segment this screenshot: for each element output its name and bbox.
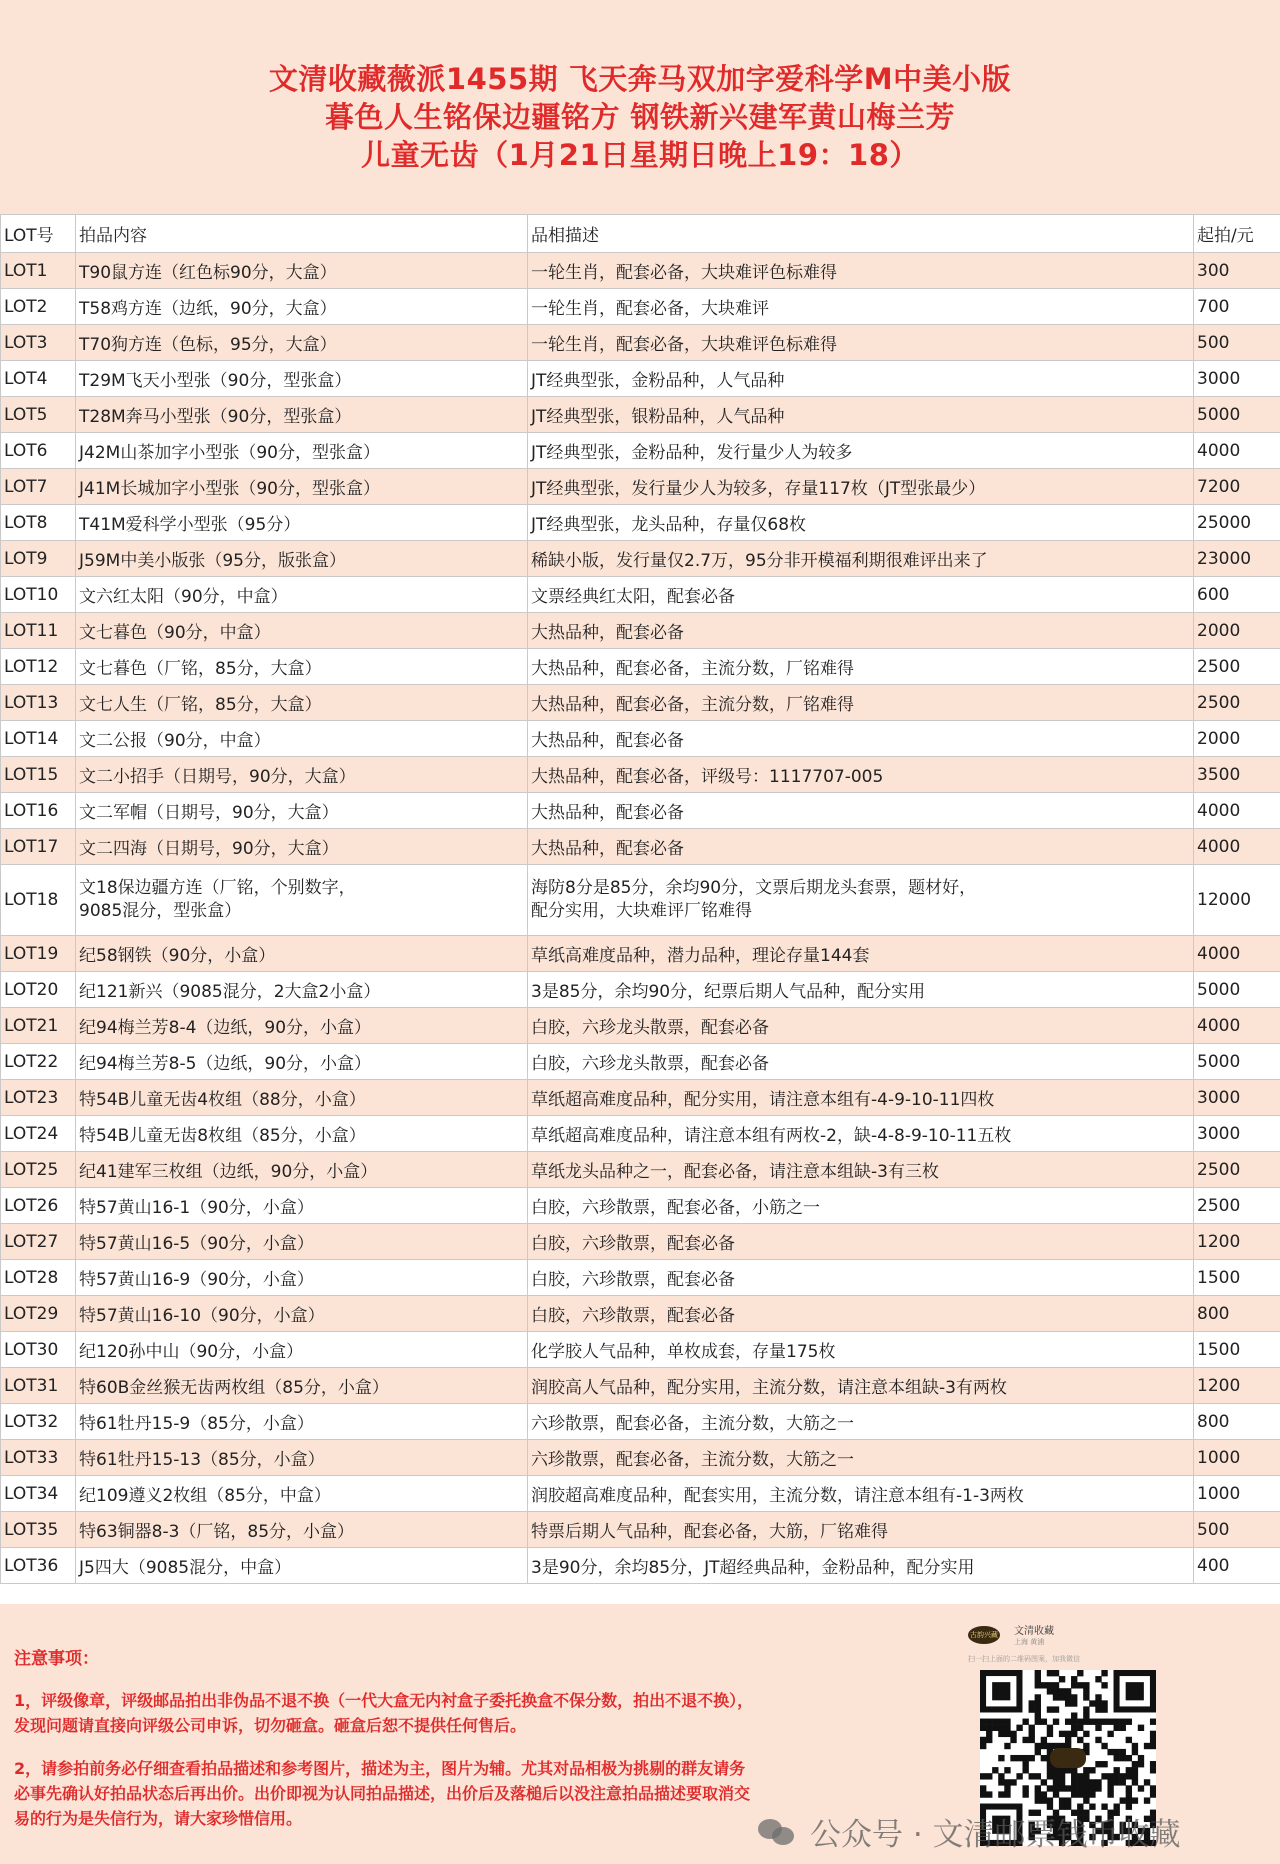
lot-item: 文六红太阳（90分，中盒） — [76, 577, 528, 613]
lot-item — [76, 865, 528, 936]
lot-number: LOT22 — [1, 1044, 76, 1080]
lot-number: LOT13 — [1, 685, 76, 721]
table-row — [1, 577, 1280, 613]
note-2: 2，请参拍前务必仔细查看拍品描述和参考图片，描述为主，图片为辅。尤其对品相极为挑剔的群友请务必事先确认好拍品状态后再出价。出价即视为认同拍品描述，出价后及落槌后以没注意拍品描述要取消交易的行为是失信行为，请大家珍惜信用。 — [14, 1759, 751, 1828]
table-row — [1, 1044, 1280, 1080]
lot-start-price: 1000 — [1194, 1440, 1280, 1476]
lot-number: LOT24 — [1, 1116, 76, 1152]
lot-description: 大热品种，配套必备 — [528, 721, 1194, 757]
lot-description: 草纸超高难度品种，配分实用，请注意本组有-4-9-10-11四枚 — [528, 1080, 1194, 1116]
lot-item: 文二小招手（日期号，90分，大盒） — [76, 757, 528, 793]
lot-item: 特61牡丹15-9（85分，小盒） — [76, 1404, 528, 1440]
table-row — [1, 972, 1280, 1008]
lot-number: LOT28 — [1, 1260, 76, 1296]
lot-start-price: 5000 — [1194, 397, 1280, 433]
table-row — [1, 469, 1280, 505]
table-row — [1, 325, 1280, 361]
lot-description: 白胶，六珍散票，配套必备 — [528, 1260, 1194, 1296]
lot-description: 大热品种，配套必备，主流分数，厂铭难得 — [528, 685, 1194, 721]
lot-start-price: 800 — [1194, 1296, 1280, 1332]
lot-number: LOT25 — [1, 1152, 76, 1188]
lot-start-price: 23000 — [1194, 541, 1280, 577]
lot-item: 纪121新兴（9085混分，2大盒2小盒） — [76, 972, 528, 1008]
lot-description: 白胶，六珍龙头散票，配套必备 — [528, 1044, 1194, 1080]
lot-start-price: 4000 — [1194, 829, 1280, 865]
lot-description: 草纸龙头品种之一，配套必备，请注意本组缺-3有三枚 — [528, 1152, 1194, 1188]
lot-start-price: 500 — [1194, 1512, 1280, 1548]
lot-table — [0, 214, 1280, 1584]
lot-item: J42M山茶加字小型张（90分，型张盒） — [76, 433, 528, 469]
table-row — [1, 253, 1280, 289]
table-row — [1, 1440, 1280, 1476]
lot-number: LOT6 — [1, 433, 76, 469]
lot-number: LOT16 — [1, 793, 76, 829]
lot-start-price: 4000 — [1194, 433, 1280, 469]
lot-description: 六珍散票，配套必备，主流分数，大筋之一 — [528, 1440, 1194, 1476]
table-row — [1, 865, 1280, 936]
title-line-2: 暮色人生铭保边疆铭方 钢铁新兴建军黄山梅兰芳 — [324, 100, 956, 134]
lot-start-price: 1500 — [1194, 1332, 1280, 1368]
lot-description-line: 配分实用，大块难评厂铭难得 — [531, 901, 752, 921]
header-price: 起拍/元 — [1194, 215, 1280, 253]
lot-start-price: 600 — [1194, 577, 1280, 613]
lot-item: 特57黄山16-1（90分，小盒） — [76, 1188, 528, 1224]
table-header-row — [1, 215, 1280, 253]
lot-start-price: 4000 — [1194, 1008, 1280, 1044]
lot-start-price: 3500 — [1194, 757, 1280, 793]
lot-description: 一轮生肖，配套必备，大块难评色标难得 — [528, 325, 1194, 361]
wechat-icon — [758, 1817, 796, 1847]
table-row — [1, 793, 1280, 829]
lot-description: 大热品种，配套必备 — [528, 793, 1194, 829]
lot-item: T29M飞天小型张（90分，型张盒） — [76, 361, 528, 397]
table-row — [1, 1404, 1280, 1440]
lot-description: 3是90分，余均85分，JT超经典品种，金粉品种，配分实用 — [528, 1548, 1194, 1584]
lot-item: 文七人生（厂铭，85分，大盒） — [76, 685, 528, 721]
lot-number: LOT20 — [1, 972, 76, 1008]
note-1: 1，评级像章，评级邮品拍出非伪品不退不换（一代大盒无内衬盒子委托换盒不保分数，拍出不退不换），发现问题请直接向评级公司申诉，切勿砸盒。砸盒后恕不提供任何售后。 — [14, 1691, 754, 1735]
lot-start-price: 25000 — [1194, 505, 1280, 541]
lot-description-line: 海防8分是85分，余均90分，文票后期龙头套票，题材好， — [531, 878, 977, 898]
lot-description: 大热品种，配套必备 — [528, 613, 1194, 649]
lot-number: LOT9 — [1, 541, 76, 577]
lot-number: LOT2 — [1, 289, 76, 325]
lot-number: LOT3 — [1, 325, 76, 361]
lot-start-price: 2500 — [1194, 649, 1280, 685]
table-row — [1, 936, 1280, 972]
lot-item: 特61牡丹15-13（85分，小盒） — [76, 1440, 528, 1476]
table-row — [1, 433, 1280, 469]
table-row — [1, 1188, 1280, 1224]
lot-item: 文七暮色（90分，中盒） — [76, 613, 528, 649]
lot-item: 纪58钢铁（90分，小盒） — [76, 936, 528, 972]
lot-description: JT经典型张，金粉品种，人气品种 — [528, 361, 1194, 397]
lot-number: LOT10 — [1, 577, 76, 613]
lot-item: 特54B儿童无齿8枚组（85分，小盒） — [76, 1116, 528, 1152]
lot-item: 纪120孙中山（90分，小盒） — [76, 1332, 528, 1368]
header-lot: LOT号 — [1, 215, 76, 253]
lot-description: 特票后期人气品种，配套必备，大筋，厂铭难得 — [528, 1512, 1194, 1548]
lot-item: 特57黄山16-5（90分，小盒） — [76, 1224, 528, 1260]
table-row — [1, 1224, 1280, 1260]
catalog-header — [0, 0, 1280, 214]
lot-start-price: 12000 — [1194, 865, 1280, 936]
table-row — [1, 1332, 1280, 1368]
table-row — [1, 1152, 1280, 1188]
lot-item: J41M长城加字小型张（90分，型张盒） — [76, 469, 528, 505]
notes-section — [0, 1604, 1280, 1864]
lot-rows — [1, 253, 1280, 1584]
lot-number: LOT11 — [1, 613, 76, 649]
lot-description: 大热品种，配套必备，主流分数，厂铭难得 — [528, 649, 1194, 685]
lot-number: LOT4 — [1, 361, 76, 397]
lot-number: LOT35 — [1, 1512, 76, 1548]
lot-item: T90鼠方连（红色标90分，大盒） — [76, 253, 528, 289]
lot-item: 纪94梅兰芳8-4（边纸，90分，小盒） — [76, 1008, 528, 1044]
lot-description: JT经典型张，金粉品种，发行量少人为较多 — [528, 433, 1194, 469]
lot-description: 草纸超高难度品种，请注意本组有两枚-2，缺-4-8-9-10-11五枚 — [528, 1116, 1194, 1152]
lot-description — [528, 865, 1194, 936]
lot-number: LOT36 — [1, 1548, 76, 1584]
lot-item: 特57黄山16-9（90分，小盒） — [76, 1260, 528, 1296]
lot-number: LOT15 — [1, 757, 76, 793]
lot-start-price: 5000 — [1194, 1044, 1280, 1080]
lot-number: LOT1 — [1, 253, 76, 289]
lot-description: 一轮生肖，配套必备，大块难评色标难得 — [528, 253, 1194, 289]
brand-card — [968, 1622, 1108, 1650]
lot-item: 纪109遵义2枚组（85分，中盒） — [76, 1476, 528, 1512]
table-row — [1, 1008, 1280, 1044]
lot-start-price: 400 — [1194, 1548, 1280, 1584]
lot-start-price: 2000 — [1194, 613, 1280, 649]
lot-start-price: 3000 — [1194, 1116, 1280, 1152]
lot-description: 3是85分，余均90分，纪票后期人气品种，配分实用 — [528, 972, 1194, 1008]
qr-tagline: 扫一扫上面的二维码图案，加我微信 — [968, 1655, 1080, 1663]
lot-start-price: 800 — [1194, 1404, 1280, 1440]
lot-description: 六珍散票，配套必备，主流分数，大筋之一 — [528, 1404, 1194, 1440]
watermark-text: 公众号 · 文清邮票钱币收藏 — [810, 1817, 1181, 1853]
lot-description: 一轮生肖，配套必备，大块难评 — [528, 289, 1194, 325]
table-row — [1, 613, 1280, 649]
lot-item: J5四大（9085混分，中盒） — [76, 1548, 528, 1584]
title-line-3: 儿童无齿（1月21日星期日晚上19：18） — [361, 138, 919, 172]
table-row — [1, 1368, 1280, 1404]
lot-start-price: 2500 — [1194, 685, 1280, 721]
header-desc: 品相描述 — [528, 215, 1194, 253]
lot-item-line: 9085混分，型张盒） — [79, 901, 242, 921]
brand-logo: 古韵兴藏 — [968, 1626, 1000, 1644]
brand-name: 文清收藏 — [1014, 1626, 1054, 1637]
lot-number: LOT29 — [1, 1296, 76, 1332]
table-row — [1, 1476, 1280, 1512]
lot-number: LOT27 — [1, 1224, 76, 1260]
table-row — [1, 505, 1280, 541]
lot-start-price: 1000 — [1194, 1476, 1280, 1512]
lot-item: 纪94梅兰芳8-5（边纸，90分，小盒） — [76, 1044, 528, 1080]
lot-item: 特57黄山16-10（90分，小盒） — [76, 1296, 528, 1332]
lot-item: 特60B金丝猴无齿两枚组（85分，小盒） — [76, 1368, 528, 1404]
table-row — [1, 757, 1280, 793]
lot-start-price: 3000 — [1194, 361, 1280, 397]
lot-description: 白胶，六珍散票，配套必备 — [528, 1224, 1194, 1260]
lot-item: 纪41建军三枚组（边纸，90分，小盒） — [76, 1152, 528, 1188]
table-row — [1, 1080, 1280, 1116]
header-item: 拍品内容 — [76, 215, 528, 253]
lot-item: 文二军帽（日期号，90分，大盒） — [76, 793, 528, 829]
lot-description: 润胶超高难度品种，配套实用，主流分数，请注意本组有-1-3两枚 — [528, 1476, 1194, 1512]
lot-number: LOT33 — [1, 1440, 76, 1476]
table-row — [1, 361, 1280, 397]
title-line-1: 文清收藏薇派1455期 飞天奔马双加字爱科学M中美小版 — [268, 62, 1012, 96]
lot-description: 草纸高难度品种，潜力品种，理论存量144套 — [528, 936, 1194, 972]
lot-number: LOT5 — [1, 397, 76, 433]
table-row — [1, 397, 1280, 433]
lot-start-price: 4000 — [1194, 936, 1280, 972]
table-row — [1, 685, 1280, 721]
lot-start-price: 700 — [1194, 289, 1280, 325]
table-row — [1, 289, 1280, 325]
lot-start-price: 4000 — [1194, 793, 1280, 829]
lot-item: 特54B儿童无齿4枚组（88分，小盒） — [76, 1080, 528, 1116]
table-row — [1, 1116, 1280, 1152]
table-row — [1, 829, 1280, 865]
lot-item: 文二四海（日期号，90分，大盒） — [76, 829, 528, 865]
lot-start-price: 5000 — [1194, 972, 1280, 1008]
lot-item: T58鸡方连（边纸，90分，大盒） — [76, 289, 528, 325]
lot-description: 白胶，六珍散票，配套必备，小筋之一 — [528, 1188, 1194, 1224]
lot-number: LOT8 — [1, 505, 76, 541]
brand-location: 上海 黄浦 — [1014, 1638, 1045, 1646]
lot-start-price: 2000 — [1194, 721, 1280, 757]
lot-description: JT经典型张，银粉品种，人气品种 — [528, 397, 1194, 433]
lot-start-price: 1500 — [1194, 1260, 1280, 1296]
lot-number: LOT32 — [1, 1404, 76, 1440]
lot-number: LOT17 — [1, 829, 76, 865]
lot-description: 化学胶人气品种，单枚成套，存量175枚 — [528, 1332, 1194, 1368]
lot-number: LOT7 — [1, 469, 76, 505]
notes-title: 注意事项： — [14, 1649, 99, 1669]
lot-item: 文二公报（90分，中盒） — [76, 721, 528, 757]
lot-number: LOT21 — [1, 1008, 76, 1044]
lot-start-price: 2500 — [1194, 1152, 1280, 1188]
lot-item: T41M爱科学小型张（95分） — [76, 505, 528, 541]
lot-description: 文票经典红太阳，配套必备 — [528, 577, 1194, 613]
lot-number: LOT23 — [1, 1080, 76, 1116]
lot-start-price: 1200 — [1194, 1368, 1280, 1404]
lot-start-price: 300 — [1194, 253, 1280, 289]
lot-number: LOT14 — [1, 721, 76, 757]
lot-start-price: 1200 — [1194, 1224, 1280, 1260]
lot-number: LOT34 — [1, 1476, 76, 1512]
lot-item: 文七暮色（厂铭，85分，大盒） — [76, 649, 528, 685]
lot-number: LOT30 — [1, 1332, 76, 1368]
lot-item: T28M奔马小型张（90分，型张盒） — [76, 397, 528, 433]
lot-number: LOT19 — [1, 936, 76, 972]
lot-description: JT经典型张，龙头品种，存量仅68枚 — [528, 505, 1194, 541]
lot-description: 白胶，六珍散票，配套必备 — [528, 1296, 1194, 1332]
table-row — [1, 541, 1280, 577]
lot-description: 大热品种，配套必备，评级号：1117707-005 — [528, 757, 1194, 793]
lot-description: 大热品种，配套必备 — [528, 829, 1194, 865]
lot-start-price: 500 — [1194, 325, 1280, 361]
watermark — [758, 1809, 1181, 1854]
lot-description: 润胶高人气品种，配分实用，主流分数，请注意本组缺-3有两枚 — [528, 1368, 1194, 1404]
lot-item: J59M中美小版张（95分，版张盒） — [76, 541, 528, 577]
lot-number: LOT31 — [1, 1368, 76, 1404]
lot-item: T70狗方连（色标，95分，大盒） — [76, 325, 528, 361]
lot-start-price: 3000 — [1194, 1080, 1280, 1116]
table-row — [1, 1548, 1280, 1584]
table-row — [1, 1296, 1280, 1332]
table-row — [1, 1512, 1280, 1548]
table-row — [1, 721, 1280, 757]
lot-item: 特63铜器8-3（厂铭，85分，小盒） — [76, 1512, 528, 1548]
lot-number: LOT18 — [1, 865, 76, 936]
lot-number: LOT12 — [1, 649, 76, 685]
lot-item-line: 文18保边疆方连（厂铭，个别数字， — [79, 878, 356, 898]
table-row — [1, 649, 1280, 685]
lot-description: JT经典型张，发行量少人为较多，存量117枚（JT型张最少） — [528, 469, 1194, 505]
table-row — [1, 1260, 1280, 1296]
lot-start-price: 7200 — [1194, 469, 1280, 505]
lot-description: 白胶，六珍龙头散票，配套必备 — [528, 1008, 1194, 1044]
lot-number: LOT26 — [1, 1188, 76, 1224]
lot-description: 稀缺小版，发行量仅2.7万，95分非开模福利期很难评出来了 — [528, 541, 1194, 577]
lot-start-price: 2500 — [1194, 1188, 1280, 1224]
